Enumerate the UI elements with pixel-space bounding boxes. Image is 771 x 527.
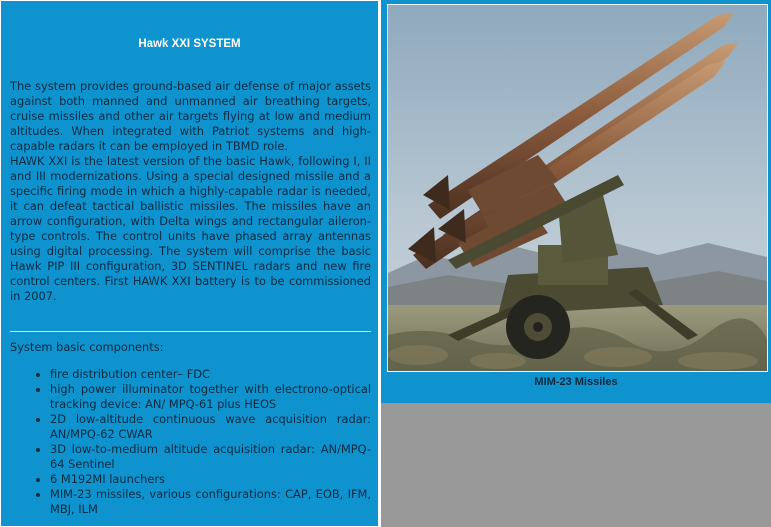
list-item: • MIM-23 missiles, various configurations: CAP, EOB, IFM, MBJ, ILM: [50, 487, 371, 517]
divider: [10, 331, 371, 332]
article-body: [10, 79, 371, 304]
paragraph-intro: The system provides ground-based air defense of major assets against both manned and unmanned air breathing targets, cruise missiles and other air targets flying at low and medium altitudes. When integrated with Patriot systems and high-capable radars it can be employed in TBMD role.: [10, 79, 371, 153]
photo-frame: [381, 0, 771, 403]
article-title: Hawk XXI SYSTEM: [138, 38, 241, 50]
list-item: • fire distribution center– FDC: [50, 367, 371, 382]
list-item: • 2D low-altitude continuous wave acquisition radar: AN/MPQ-62 CWAR: [50, 412, 371, 442]
gray-filler: [381, 403, 771, 527]
list-item: • high power illuminator together with electrono-optical tracking device: AN/ MPQ-61 plus HEOS: [50, 382, 371, 412]
components-heading: System basic components:: [10, 340, 164, 354]
components-list: [10, 367, 371, 517]
photo-caption: MIM-23 Missiles: [534, 376, 618, 388]
paragraph-hawk-xxi: HAWK XXI is the latest version of the basic Hawk, following I, II and III modernizations. Using a special designed missile and a specific firing mode in which a highly-capable radar is needed, it can defeat tactical ballistic missiles. The missiles have an arrow configuration, with Delta wings and rectangular aileron-type controls. The control units have phased array antennas using digital processing. The system will comprise the basic Hawk PIP III configuration, 3D SENTINEL radars and new fire control centers. First HAWK XXI battery is to be commissioned in 2007.: [10, 154, 371, 303]
article-panel: [1, 1, 378, 526]
figure-panel: [381, 0, 771, 527]
list-item: • 6 M192MI launchers: [50, 472, 371, 487]
list-item: • 3D low-to-medium altitude acquisition radar: AN/MPQ-64 Sentinel: [50, 442, 371, 472]
missile-launcher-photo: [387, 4, 768, 372]
missile-launcher-illustration: [388, 5, 767, 371]
